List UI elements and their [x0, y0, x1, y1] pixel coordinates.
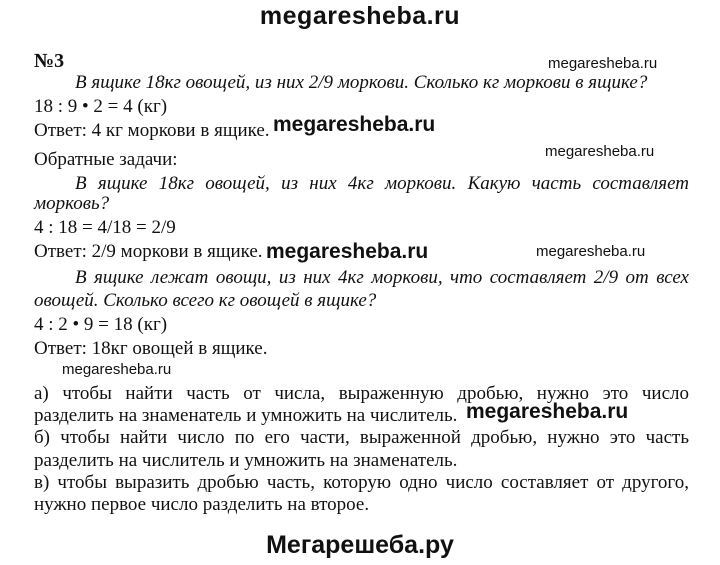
problem-text: В ящике 18кг овощей, из них 2/9 моркови. Сколько кг моркови в ящике? [75, 72, 648, 93]
solution-line: 18 : 9 • 2 = 4 (кг) [34, 96, 168, 117]
task-number: №3 [34, 50, 65, 72]
rule-b-line1: б) чтобы найти число по его части, выраженной дробью, нужно это часть [34, 427, 689, 448]
watermark-small: megaresheba.ru [545, 143, 655, 160]
watermark-bottom: Мегарешеба.ру [266, 531, 454, 559]
watermark-bold: megaresheba.ru [466, 400, 629, 423]
rule-a-line2: разделить на знаменатель и умножить на числитель. [34, 405, 458, 426]
rule-c-line2: нужно первое число разделить на второе. [34, 494, 370, 515]
inverse1-line2: морковь? [34, 193, 110, 214]
inverse2-solution: 4 : 2 • 9 = 18 (кг) [34, 314, 168, 335]
watermark-small: megaresheba.ru [62, 361, 172, 378]
rule-a-line1: а) чтобы найти часть от числа, выраженную дробью, нужно это число [34, 383, 689, 404]
watermark-small: megaresheba.ru [536, 243, 646, 260]
inverse2-line2: овощей. Сколько всего кг овощей в ящике? [34, 290, 377, 311]
answer-line: Ответ: 4 кг моркови в ящике. [34, 120, 270, 141]
watermark-small: megaresheba.ru [548, 55, 658, 72]
watermark-top: megaresheba.ru [259, 2, 461, 30]
rule-b-line2: разделить на числитель и умножить на знаменатель. [34, 450, 458, 471]
watermark-bold: megaresheba.ru [273, 113, 436, 136]
inverse-heading: Обратные задачи: [34, 149, 178, 170]
inverse2-line1: В ящике лежат овощи, из них 4кг моркови, что составляет 2/9 от всех [75, 267, 689, 288]
inverse1-solution: 4 : 18 = 4/18 = 2/9 [34, 217, 176, 238]
inverse1-answer: Ответ: 2/9 моркови в ящике. [34, 241, 263, 262]
rule-c-line1: в) чтобы выразить дробью часть, которую одно число составляет от другого, [34, 472, 689, 493]
inverse2-answer: Ответ: 18кг овощей в ящике. [34, 338, 268, 359]
watermark-bold: megaresheba.ru [266, 240, 429, 263]
inverse1-line1: В ящике 18кг овощей, из них 4кг моркови. Какую часть составляет [75, 173, 689, 194]
